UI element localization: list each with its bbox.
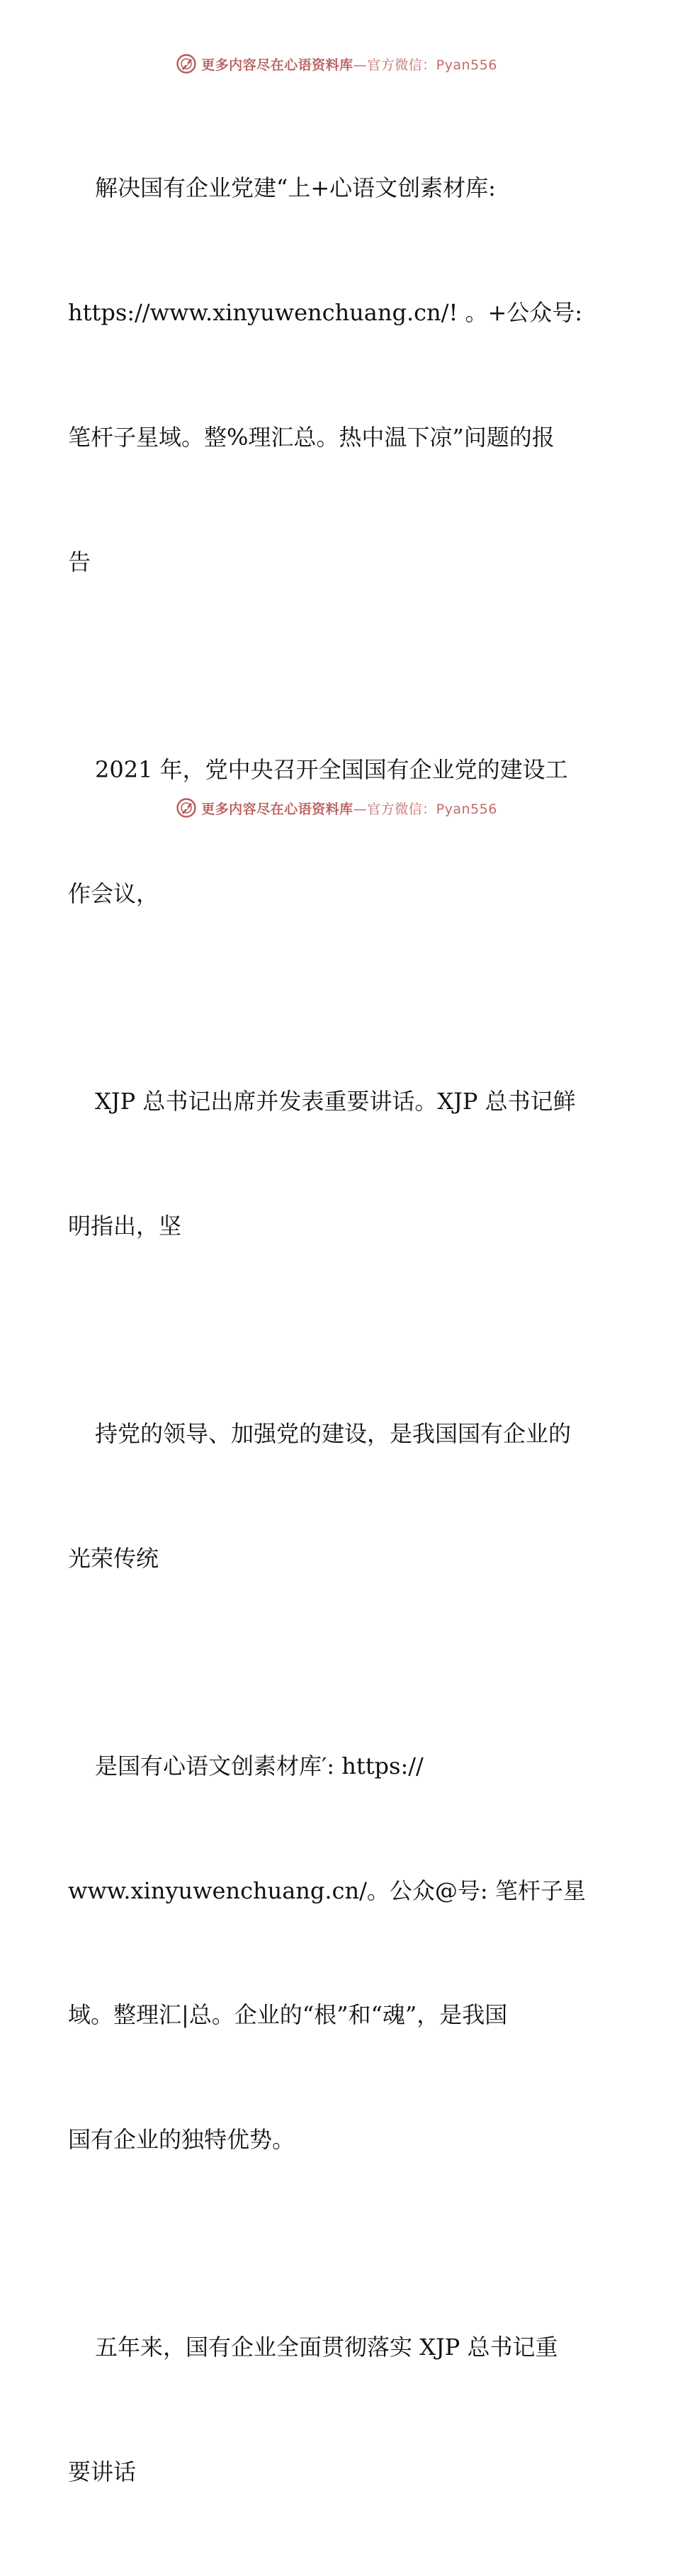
text-line: 明指出，坚 bbox=[68, 1213, 182, 1240]
footer-watermark bbox=[0, 794, 673, 822]
header-watermark bbox=[0, 50, 673, 78]
paragraph-5 bbox=[68, 1663, 635, 2244]
text-line: 光荣传统 bbox=[68, 1544, 159, 1572]
document-body bbox=[68, 84, 635, 2576]
paragraph-2 bbox=[68, 665, 635, 998]
paragraph-4 bbox=[68, 1330, 635, 1663]
text-line: 国有企业的独特优势。 bbox=[68, 2126, 295, 2154]
pen-logo-icon bbox=[176, 797, 197, 819]
watermark-text: 更多内容尽在心语资料库—官方微信：Pyan556 bbox=[201, 801, 497, 817]
watermark-text: 更多内容尽在心语资料库—官方微信：Pyan556 bbox=[201, 57, 497, 73]
text-line: www.xinyuwenchuang.cn/。公众@号: 笔杆子星 bbox=[68, 1877, 586, 1904]
text-line: 告 bbox=[68, 548, 91, 575]
text-line: 笔杆子星域。整%理汇总。热中温下凉”问题的报 bbox=[68, 423, 555, 451]
text-line: 作会议， bbox=[68, 880, 159, 908]
text-line: 五年来，国有企业全面贯彻落实 XJP 总书记重 bbox=[95, 2334, 558, 2361]
text-line: 2021 年，党中央召开全国国有企业党的建设工 bbox=[95, 755, 568, 783]
paragraph-6 bbox=[68, 2244, 635, 2576]
text-line: 要讲话 bbox=[68, 2458, 137, 2485]
paragraph-1 bbox=[68, 84, 635, 665]
pen-logo-icon bbox=[176, 53, 197, 74]
text-line: XJP 总书记出席并发表重要讲话。XJP 总书记鲜 bbox=[95, 1088, 576, 1115]
paragraph-3 bbox=[68, 998, 635, 1330]
text-line: 是国有心语文创素材库′: https:// bbox=[95, 1752, 424, 1779]
text-line: 持党的领导、加强党的建设，是我国国有企业的 bbox=[95, 1420, 572, 1447]
text-line: 域。整理汇|总。企业的“根”和“魂”，是我国 bbox=[68, 2001, 508, 2029]
text-line: https://www.xinyuwenchuang.cn/! 。+公众号: bbox=[68, 298, 583, 326]
text-line: 解决国有企业党建“上+心语文创素材库: bbox=[95, 174, 496, 202]
